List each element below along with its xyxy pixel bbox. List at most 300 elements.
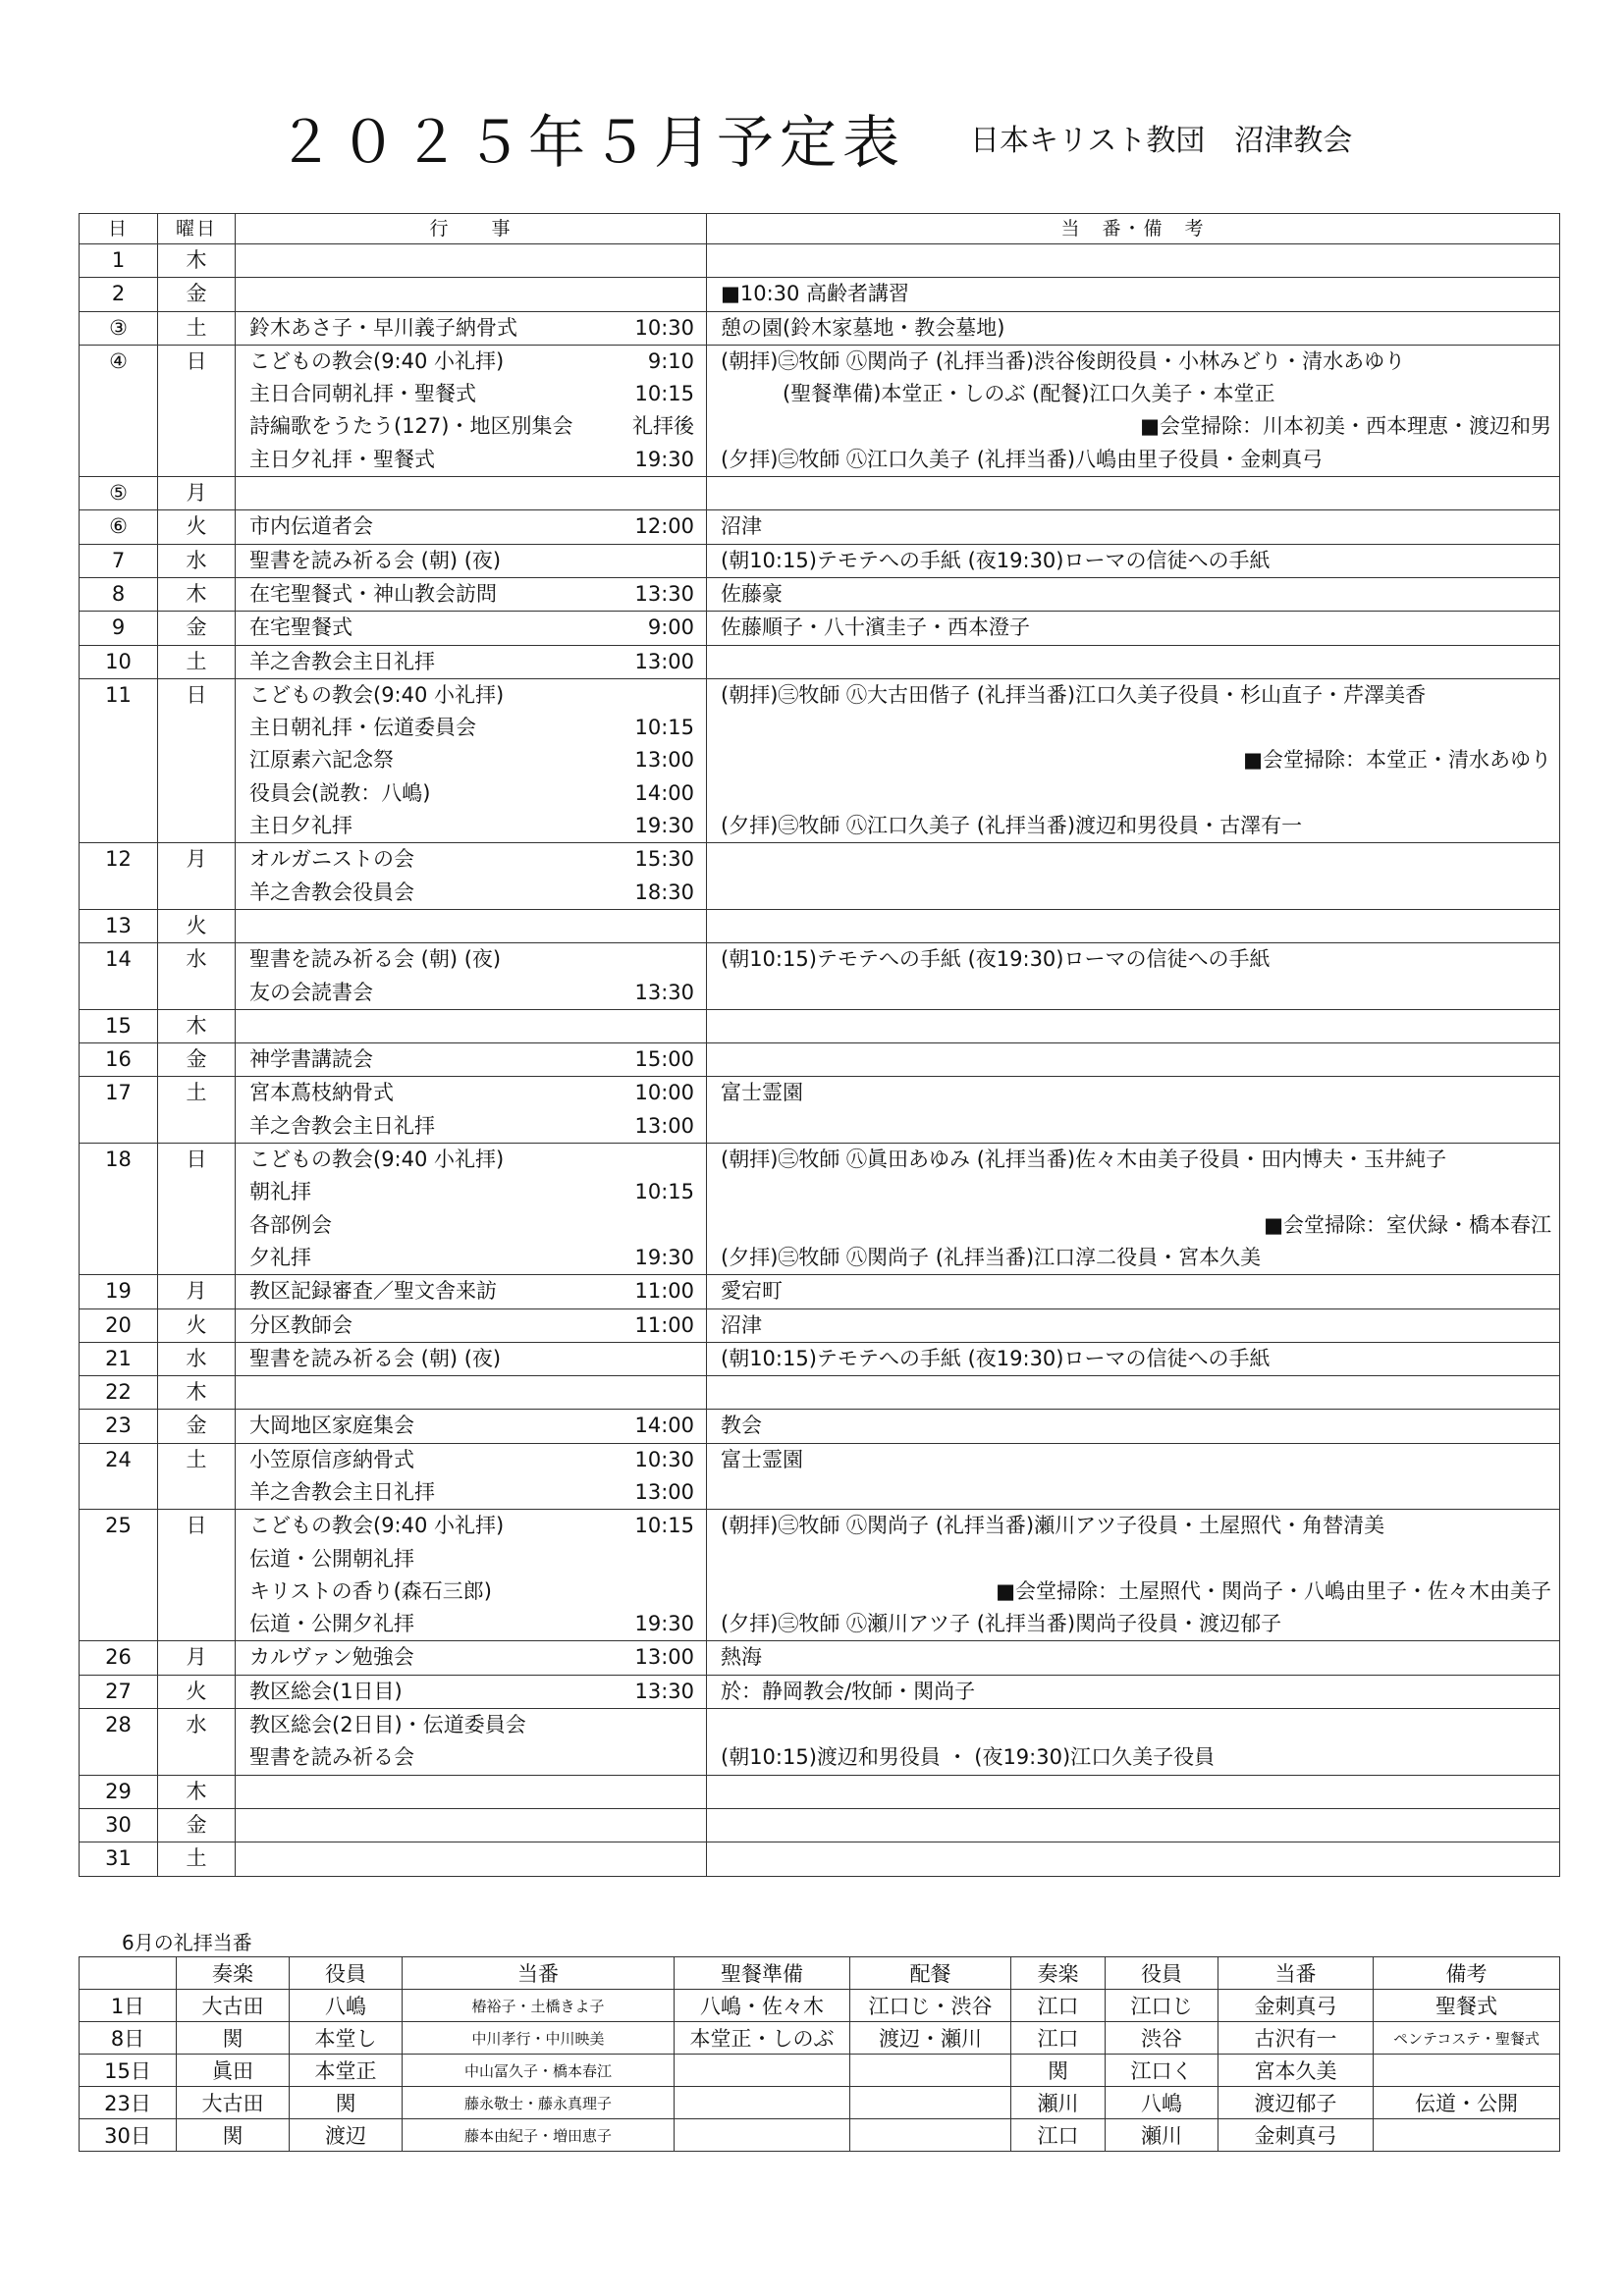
event-title: 主日合同朝礼拝・聖餐式 [249, 382, 476, 406]
june-cell [675, 2055, 850, 2087]
event-item [236, 943, 706, 976]
day-number: 31 [80, 1842, 158, 1876]
event-item [236, 1110, 706, 1143]
weekday: 木 [158, 1376, 236, 1410]
event-title: 羊之舎教会主日礼拝 [249, 1113, 435, 1138]
june-cell: 渡辺・瀬川 [850, 2022, 1011, 2055]
event-title: 小笠原信彦納骨式 [249, 1447, 414, 1471]
events-cell [236, 345, 707, 476]
june-cell [1374, 2119, 1560, 2152]
event-time: 13:00 [634, 1645, 694, 1670]
events-cell [236, 1709, 707, 1776]
june-cell: 八嶋 [1106, 2087, 1218, 2119]
notes-cell [707, 544, 1560, 577]
event-time: 10:15 [634, 382, 694, 406]
note-line: ■会堂掃除：川本初美・西本理恵・渡辺和男 [1140, 414, 1551, 439]
event-time: 13:00 [634, 649, 694, 673]
event-title: 神学書講読会 [249, 1047, 373, 1072]
events-cell [236, 943, 707, 1010]
event-item [236, 1444, 706, 1476]
events-cell [236, 1342, 707, 1375]
event-title: 鈴木あさ子・早川義子納骨式 [249, 315, 517, 340]
note-line: (朝拝)㊂牧師 ㊇関尚子 (礼拝当番)瀬川アツ子役員・土屋照代・角替清美 [721, 1514, 1385, 1538]
events-cell [236, 1077, 707, 1144]
june-cell: 本堂正 [290, 2055, 403, 2087]
june-cell: 8日 [80, 2022, 177, 2055]
weekday: 金 [158, 612, 236, 645]
church-name: 日本キリスト教団 沼津教会 [970, 124, 1353, 158]
event-item [236, 1410, 706, 1442]
weekday: 木 [158, 244, 236, 278]
day-number: 27 [80, 1675, 158, 1708]
events-cell [236, 1376, 707, 1410]
event-title: こどもの教会(9:40 小礼拝) [249, 348, 505, 373]
event-time: 19:30 [634, 447, 694, 471]
events-cell [236, 1675, 707, 1708]
events-cell [236, 1410, 707, 1443]
schedule-row [80, 1709, 1560, 1776]
events-cell [236, 645, 707, 678]
event-time: 13:30 [634, 980, 694, 1004]
day-number: ⑤ [80, 477, 158, 510]
event-time: 10:15 [634, 1514, 694, 1538]
event-item [236, 545, 706, 577]
weekday: 土 [158, 1842, 236, 1876]
event-time: 13:00 [634, 748, 694, 773]
day-number: 29 [80, 1775, 158, 1808]
schedule-row [80, 1510, 1560, 1641]
event-time: 19:30 [634, 814, 694, 838]
day-number: ③ [80, 311, 158, 345]
event-item [236, 444, 706, 476]
june-cell: 聖餐式 [1374, 1990, 1560, 2022]
june-cell: 八嶋 [290, 1990, 403, 2022]
day-number: ④ [80, 345, 158, 476]
event-time: 10:30 [634, 315, 694, 340]
notes-cell [707, 678, 1560, 842]
june-cell [850, 2087, 1011, 2119]
event-item [236, 1641, 706, 1674]
june-cell: 江口じ [1106, 1990, 1218, 2022]
weekday: 火 [158, 1675, 236, 1708]
day-number: 21 [80, 1342, 158, 1375]
event-time: 9:10 [647, 348, 694, 373]
weekday: 火 [158, 909, 236, 942]
event-title: 朝礼拝 [249, 1180, 311, 1204]
june-row [80, 2055, 1560, 2087]
note-line [707, 712, 1559, 744]
notes-cell [707, 1641, 1560, 1675]
weekday: 金 [158, 1043, 236, 1077]
page-title: ２０２５年５月予定表 [277, 109, 906, 176]
events-cell [236, 1308, 707, 1342]
event-title: 伝道・公開夕礼拝 [249, 1612, 414, 1636]
june-cell: 眞田 [177, 2055, 290, 2087]
event-item [236, 1608, 706, 1640]
notes-cell [707, 1144, 1560, 1275]
day-number: 10 [80, 645, 158, 678]
day-number: 30 [80, 1808, 158, 1842]
june-cell [675, 2119, 850, 2152]
events-cell [236, 1641, 707, 1675]
schedule-row [80, 311, 1560, 345]
day-number: 28 [80, 1709, 158, 1776]
june-cell: 本堂正・しのぶ [675, 2022, 850, 2055]
june-cell [1374, 2055, 1560, 2087]
note-line: (夕拝)㊂牧師 ㊇江口久美子 (礼拝当番)渡辺和男役員・古澤有一 [721, 814, 1303, 838]
weekday: 土 [158, 311, 236, 345]
notes-cell [707, 345, 1560, 476]
weekday: 水 [158, 943, 236, 1010]
june-cell: 椿裕子・土橋きよ子 [403, 1990, 675, 2022]
schedule-row [80, 544, 1560, 577]
weekday: 土 [158, 1443, 236, 1510]
day-number: 17 [80, 1077, 158, 1144]
notes-cell [707, 1376, 1560, 1410]
weekday: 火 [158, 510, 236, 544]
weekday: 日 [158, 345, 236, 476]
event-title: 市内伝道者会 [249, 514, 373, 539]
day-number: 12 [80, 843, 158, 910]
june-cell [675, 2087, 850, 2119]
event-item [236, 1144, 706, 1176]
note-line: ■10:30 高齢者講習 [721, 282, 910, 306]
event-item [236, 810, 706, 842]
event-item [236, 877, 706, 909]
june-caption: 6月の礼拝当番 [122, 1931, 252, 1954]
june-header-cell: 当番 [1218, 1957, 1374, 1990]
notes-cell [707, 843, 1560, 910]
june-cell: 本堂し [290, 2022, 403, 2055]
note-line: 富士霊園 [721, 1447, 803, 1471]
weekday: 水 [158, 1709, 236, 1776]
events-cell [236, 843, 707, 910]
note-line: (朝10:15)渡辺和男役員 ・ (夜19:30)江口久美子役員 [721, 1745, 1216, 1770]
event-title: 伝道・公開朝礼拝 [249, 1546, 414, 1571]
notes-cell [707, 1342, 1560, 1375]
schedule-row [80, 943, 1560, 1010]
event-item [236, 378, 706, 410]
note-line: (聖餐準備)本堂正・しのぶ (配餐)江口久美子・本堂正 [721, 382, 1275, 406]
note-line: (朝10:15)テモテへの手紙 (夜19:30)ローマの信徒への手紙 [721, 1346, 1271, 1370]
schedule-row [80, 678, 1560, 842]
event-time: 15:00 [634, 1047, 694, 1072]
notes-cell [707, 1275, 1560, 1308]
june-cell [850, 2119, 1011, 2152]
event-item [236, 410, 706, 443]
day-number: 26 [80, 1641, 158, 1675]
events-cell [236, 244, 707, 278]
june-cell: 関 [177, 2022, 290, 2055]
june-cell: 30日 [80, 2119, 177, 2152]
weekday: 土 [158, 645, 236, 678]
event-item [236, 679, 706, 712]
event-time: 18:30 [634, 880, 694, 904]
note-line [707, 777, 1559, 810]
event-item [236, 1242, 706, 1274]
notes-cell [707, 645, 1560, 678]
note-line: (朝10:15)テモテへの手紙 (夜19:30)ローマの信徒への手紙 [721, 548, 1271, 572]
schedule-row [80, 278, 1560, 311]
header-day: 日 [80, 214, 158, 244]
day-number: 24 [80, 1443, 158, 1510]
june-cell: 15日 [80, 2055, 177, 2087]
event-title: 羊之舎教会役員会 [249, 880, 414, 904]
event-item [236, 744, 706, 776]
events-cell [236, 577, 707, 611]
notes-cell [707, 311, 1560, 345]
june-cell: 渋谷 [1106, 2022, 1218, 2055]
schedule-row [80, 1410, 1560, 1443]
weekday: 金 [158, 1410, 236, 1443]
event-item [236, 1043, 706, 1076]
schedule-row [80, 477, 1560, 510]
notes-cell [707, 577, 1560, 611]
event-item [236, 977, 706, 1009]
event-time: 10:00 [634, 1081, 694, 1105]
note-line: ■会堂掃除：本堂正・清水あゆり [1243, 748, 1551, 773]
weekday: 水 [158, 544, 236, 577]
notes-cell [707, 909, 1560, 942]
note-line: 富士霊園 [721, 1081, 803, 1105]
weekday: 月 [158, 843, 236, 910]
event-title: 聖書を読み祈る会 (朝) (夜) [249, 548, 502, 572]
notes-cell [707, 1308, 1560, 1342]
events-cell [236, 1842, 707, 1876]
note-line: (朝拝)㊂牧師 ㊇眞田あゆみ (礼拝当番)佐々木由美子役員・田内博夫・玉井純子 [721, 1148, 1447, 1172]
event-item [236, 1741, 706, 1774]
weekday: 日 [158, 1144, 236, 1275]
event-item [236, 777, 706, 810]
event-time: 10:30 [634, 1447, 694, 1471]
event-item [236, 1077, 706, 1109]
june-header-cell: 備考 [1374, 1957, 1560, 1990]
events-cell [236, 1144, 707, 1275]
event-item [236, 510, 706, 543]
event-item [236, 312, 706, 345]
weekday: 金 [158, 278, 236, 311]
weekday: 月 [158, 1641, 236, 1675]
event-item [236, 346, 706, 378]
june-cell: 大古田 [177, 1990, 290, 2022]
event-title: オルガニストの会 [249, 847, 414, 872]
june-cell: 江口 [1011, 2119, 1106, 2152]
event-title: 大岡地区家庭集会 [249, 1414, 414, 1438]
note-line [707, 1176, 1559, 1208]
notes-cell [707, 1675, 1560, 1708]
day-number: 8 [80, 577, 158, 611]
day-number: 23 [80, 1410, 158, 1443]
day-number: 11 [80, 678, 158, 842]
schedule-row [80, 1043, 1560, 1077]
event-item [236, 646, 706, 678]
note-line: ■会堂掃除：室伏緑・橋本春江 [1264, 1212, 1551, 1237]
notes-cell [707, 1842, 1560, 1876]
june-header-cell: 聖餐準備 [675, 1957, 850, 1990]
schedule-row [80, 1077, 1560, 1144]
june-cell: 中川孝行・中川映美 [403, 2022, 675, 2055]
weekday: 月 [158, 1275, 236, 1308]
june-header-cell: 役員 [1106, 1957, 1218, 1990]
event-time: 9:00 [647, 615, 694, 640]
june-row [80, 2087, 1560, 2119]
day-number: 19 [80, 1275, 158, 1308]
schedule-row [80, 244, 1560, 278]
notes-cell [707, 244, 1560, 278]
event-title: 主日夕礼拝・聖餐式 [249, 447, 435, 471]
page-header [0, 96, 1624, 175]
events-cell [236, 477, 707, 510]
event-title: 江原素六記念祭 [249, 748, 394, 773]
june-header-cell [80, 1957, 177, 1990]
schedule-row [80, 510, 1560, 544]
event-item [236, 1476, 706, 1509]
event-title: 友の会読書会 [249, 980, 373, 1004]
june-cell: 藤本由紀子・増田恵子 [403, 2119, 675, 2152]
schedule-row [80, 1144, 1560, 1275]
june-cell: 八嶋・佐々木 [675, 1990, 850, 2022]
note-line: (夕拝)㊂牧師 ㊇瀬川アツ子 (礼拝当番)関尚子役員・渡辺郁子 [721, 1612, 1282, 1636]
schedule-row [80, 843, 1560, 910]
day-number: 14 [80, 943, 158, 1010]
event-item [236, 1676, 706, 1708]
schedule-row [80, 1842, 1560, 1876]
notes-cell [707, 612, 1560, 645]
june-cell: 金刺真弓 [1218, 2119, 1374, 2152]
event-title: 教区総会(1日目) [249, 1679, 403, 1703]
note-line: 愛宕町 [721, 1279, 783, 1304]
event-time: 13:30 [634, 581, 694, 606]
event-time: 15:30 [634, 847, 694, 872]
weekday: 日 [158, 1510, 236, 1641]
weekday: 月 [158, 477, 236, 510]
weekday: 土 [158, 1077, 236, 1144]
events-cell [236, 612, 707, 645]
event-item [236, 1510, 706, 1542]
event-time: 19:30 [634, 1245, 694, 1269]
weekday: 木 [158, 577, 236, 611]
june-cell: 23日 [80, 2087, 177, 2119]
notes-cell [707, 1510, 1560, 1641]
event-item [236, 1709, 706, 1741]
june-header-cell: 役員 [290, 1957, 403, 1990]
events-cell [236, 1009, 707, 1042]
schedule-row [80, 1675, 1560, 1708]
june-header-cell: 配餐 [850, 1957, 1011, 1990]
notes-cell [707, 1443, 1560, 1510]
event-time: 11:00 [634, 1279, 694, 1304]
day-number: 22 [80, 1376, 158, 1410]
event-title: 詩編歌をうたう(127)・地区別集会 [249, 414, 573, 439]
june-cell: 大古田 [177, 2087, 290, 2119]
event-title: 主日夕礼拝 [249, 814, 352, 838]
june-header-cell: 奏楽 [1011, 1957, 1106, 1990]
events-cell [236, 510, 707, 544]
notes-cell [707, 1009, 1560, 1042]
event-title: 各部例会 [249, 1212, 332, 1237]
event-title: 教区総会(2日目)・伝道委員会 [249, 1713, 526, 1737]
note-line: 佐藤順子・八十濱圭子・西本澄子 [721, 615, 1030, 640]
event-title: カルヴァン勉強会 [249, 1645, 414, 1670]
header-events: 行 事 [236, 214, 707, 244]
event-time: 礼拝後 [632, 414, 694, 439]
day-number: 7 [80, 544, 158, 577]
june-cell: 関 [1011, 2055, 1106, 2087]
event-item [236, 578, 706, 611]
event-title: 在宅聖餐式 [249, 615, 352, 640]
note-line: (夕拝)㊂牧師 ㊇江口久美子 (礼拝当番)八嶋由里子役員・金刺真弓 [721, 447, 1324, 471]
event-time: 11:00 [634, 1312, 694, 1337]
note-line: 於：静岡教会/牧師・関尚子 [721, 1679, 976, 1703]
june-cell: 金刺真弓 [1218, 1990, 1374, 2022]
events-cell [236, 544, 707, 577]
may-schedule-table [79, 213, 1560, 1877]
day-number: 2 [80, 278, 158, 311]
events-cell [236, 1443, 707, 1510]
schedule-row [80, 1376, 1560, 1410]
note-line: (朝拝)㊂牧師 ㊇関尚子 (礼拝当番)渋谷俊朗役員・小林みどり・清水あゆり [721, 348, 1406, 373]
event-time: 10:15 [634, 716, 694, 740]
notes-cell [707, 1410, 1560, 1443]
day-number: ⑥ [80, 510, 158, 544]
event-time: 13:00 [634, 1113, 694, 1138]
june-cell: 伝道・公開 [1374, 2087, 1560, 2119]
note-line [707, 1543, 1559, 1575]
events-cell [236, 909, 707, 942]
events-cell [236, 1043, 707, 1077]
events-cell [236, 278, 707, 311]
june-cell: ペンテコステ・聖餐式 [1374, 2022, 1560, 2055]
event-title: こどもの教会(9:40 小礼拝) [249, 1148, 505, 1172]
event-item [236, 1209, 706, 1242]
notes-cell [707, 477, 1560, 510]
june-row [80, 1990, 1560, 2022]
schedule-row [80, 1308, 1560, 1342]
event-title: 役員会(説教：八嶋) [249, 780, 431, 805]
event-title: 分区教師会 [249, 1312, 352, 1337]
note-line: 沼津 [721, 514, 762, 539]
event-time: 19:30 [634, 1612, 694, 1636]
june-cell: 江口じ・渋谷 [850, 1990, 1011, 2022]
events-cell [236, 1808, 707, 1842]
june-cell: 瀬川 [1106, 2119, 1218, 2152]
schedule-row [80, 1275, 1560, 1308]
note-line: ■会堂掃除：土屋照代・関尚子・八嶋由里子・佐々木由美子 [996, 1578, 1551, 1603]
event-title: 聖書を読み祈る会 (朝) (夜) [249, 1346, 502, 1370]
event-title: 夕礼拝 [249, 1245, 311, 1269]
day-number: 13 [80, 909, 158, 942]
note-line: 憩の園(鈴木家墓地・教会墓地) [721, 315, 1005, 340]
event-title: 宮本蔦枝納骨式 [249, 1081, 394, 1105]
schedule-row [80, 1342, 1560, 1375]
schedule-row [80, 1808, 1560, 1842]
notes-cell [707, 1808, 1560, 1842]
schedule-row [80, 645, 1560, 678]
june-cell: 瀬川 [1011, 2087, 1106, 2119]
events-cell [236, 311, 707, 345]
day-number: 20 [80, 1308, 158, 1342]
event-title: 聖書を読み祈る会 [249, 1745, 414, 1770]
note-line: (朝10:15)テモテへの手紙 (夜19:30)ローマの信徒への手紙 [721, 947, 1271, 972]
june-header-cell: 奏楽 [177, 1957, 290, 1990]
day-number: 18 [80, 1144, 158, 1275]
weekday: 火 [158, 1308, 236, 1342]
event-title: 羊之舎教会主日礼拝 [249, 1479, 435, 1504]
june-cell [850, 2055, 1011, 2087]
schedule-row [80, 1775, 1560, 1808]
notes-cell [707, 278, 1560, 311]
event-time: 13:00 [634, 1479, 694, 1504]
